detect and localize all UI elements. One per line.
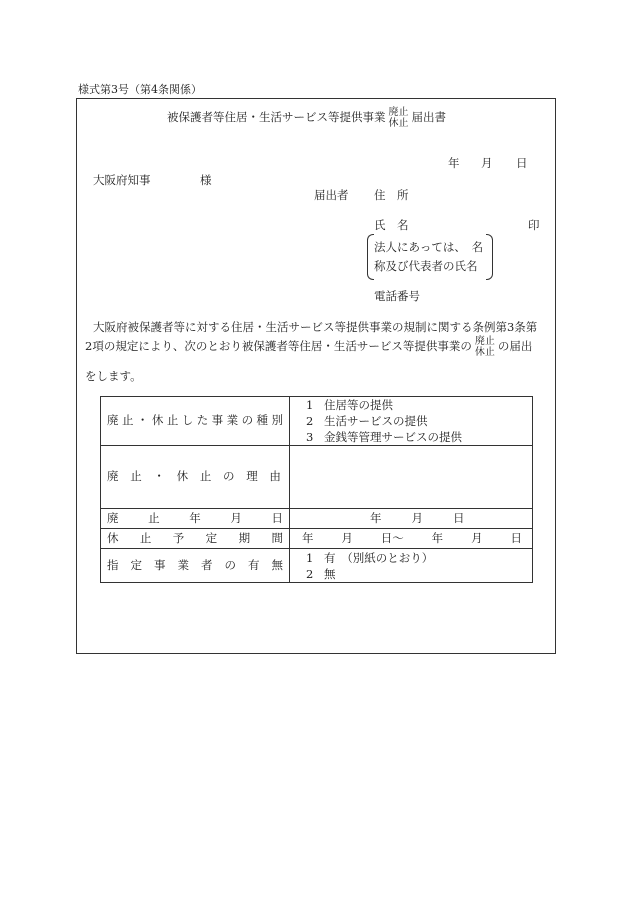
body-line-2-text: 2項の規定により、次のとおり被保護者等住居・生活サービス等提供事業の: [85, 339, 472, 354]
details-table: [100, 396, 533, 583]
notifier-label: 届出者: [314, 188, 349, 202]
label-reason: 廃 止 ・ 休 止 の 理 由: [101, 446, 290, 509]
label-suspension-period: 休 止 予 定 期 間: [101, 529, 290, 549]
row-suspension-period: [101, 529, 533, 549]
name-label: 氏 名: [374, 218, 409, 232]
corp-note-bracket-right: [486, 234, 493, 280]
list-item: 3 金銭等管理サービスの提供: [306, 430, 462, 444]
body-line-2-end: の届出: [497, 339, 533, 354]
title-prefix: 被保護者等住居・生活サービス等提供事業: [167, 110, 386, 125]
body-line-2: [85, 336, 532, 358]
list-item: 2 無: [306, 566, 336, 581]
label-designated-operator: 指 定 事 業 者 の 有 無: [101, 549, 290, 583]
addressee-honorific: 様: [200, 173, 212, 187]
value-suspension-period[interactable]: 年 月 日〜 年 月 日: [290, 529, 533, 549]
value-designated-operator: [290, 549, 533, 583]
label-discontinued-date: 廃 止 年 月 日: [101, 509, 290, 529]
title-option-kyushi: 休止: [388, 118, 409, 129]
list-item: 2 生活サービスの提供: [306, 414, 428, 428]
value-reason[interactable]: [290, 446, 533, 509]
title-option-haishi: 廃止: [388, 107, 409, 118]
title-suffix: 届出書: [411, 110, 446, 125]
body-option-stack: [475, 336, 495, 358]
row-designated-operator: [101, 549, 533, 583]
body-line-3: をします。: [85, 369, 142, 383]
form-number: 様式第3号（第4条関係）: [78, 83, 202, 96]
row-reason: [101, 446, 533, 509]
seal-mark: 印: [528, 218, 540, 232]
addressee: 大阪府知事: [93, 173, 151, 187]
body-option-kyushi: 休止: [474, 347, 495, 358]
label-business-type: 廃 止 ・ 休 止 し た 事 業 の 種 別: [101, 397, 290, 446]
list-item: 1 有 （別紙のとおり）: [306, 550, 434, 565]
corp-note-line2: 称及び代表者の氏名: [374, 259, 478, 273]
corp-note-line1: 法人にあっては、 名: [374, 240, 484, 254]
value-business-type: [290, 397, 533, 446]
date-day-label: 日: [516, 156, 528, 170]
row-discontinued-business-type: [101, 397, 533, 446]
body-option-haishi: 廃止: [474, 336, 495, 347]
date-year-label: 年: [448, 156, 460, 170]
list-item: 1 住居等の提供: [306, 398, 393, 412]
corp-note-bracket-left: [367, 234, 374, 280]
date-month-label: 月: [481, 156, 493, 170]
value-discontinued-date[interactable]: 年 月 日: [290, 509, 533, 529]
body-line-1: 大阪府被保護者等に対する住居・生活サービス等提供事業の規制に関する条例第3条第: [93, 320, 538, 334]
document-title: [167, 107, 446, 129]
title-option-stack: [389, 107, 409, 129]
phone-label: 電話番号: [374, 289, 420, 303]
address-label: 住 所: [374, 188, 409, 202]
row-discontinued-date: [101, 509, 533, 529]
